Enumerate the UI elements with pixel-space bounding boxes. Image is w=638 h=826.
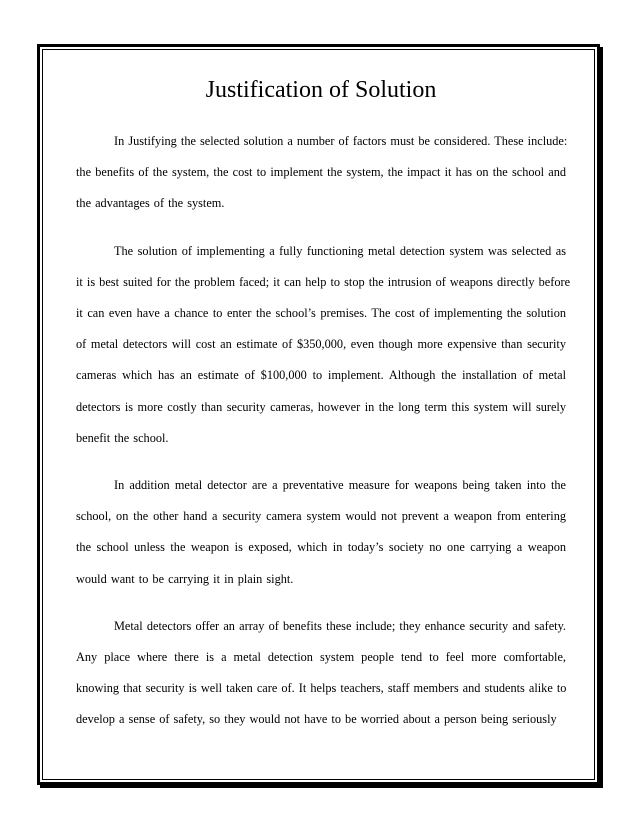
paragraph-line: detectors is more costly than security cameras, however in the long term this system will surely xyxy=(76,399,566,414)
paragraph-line: benefit the school. xyxy=(76,430,169,445)
paragraph-line: of metal detectors will cost an estimate of $350,000, even though more expensive than security xyxy=(76,337,566,352)
paragraph-line: the benefits of the system, the cost to implement the system, the impact it has on the school and xyxy=(76,165,566,180)
paragraph-line: In Justifying the selected solution a number of factors must be considered. These include: xyxy=(114,134,568,148)
paragraph-line: knowing that security is well taken care of. It helps teachers, staff members and students alike to xyxy=(76,681,567,696)
paragraph-4 xyxy=(76,611,566,736)
document-body xyxy=(76,70,571,736)
document-title: Justification of Solution xyxy=(205,77,437,103)
paragraph-line: school, on the other hand a security camera system would not prevent a weapon from entering xyxy=(76,509,566,524)
paragraph-line: Metal detectors offer an array of benefits these include; they enhance security and safety. xyxy=(114,618,566,633)
paragraph-2 xyxy=(76,236,571,454)
paragraph-line: it is best suited for the problem faced; it can help to stop the intrusion of weapons directly before xyxy=(76,274,571,289)
paragraph-line: The solution of implementing a fully functioning metal detection system was selected as xyxy=(114,243,566,258)
paragraph-3 xyxy=(76,470,566,595)
paragraph-line: develop a sense of safety, so they would not have to be worried about a person being seriously xyxy=(76,712,557,727)
paragraph-line: cameras which has an estimate of $100,000 to implement. Although the installation of metal xyxy=(76,368,566,383)
paragraph-line: it can even have a chance to enter the school’s premises. The cost of implementing the solution xyxy=(76,306,566,321)
paragraph-1 xyxy=(76,126,566,220)
paragraph-line: Any place where there is a metal detection system people tend to feel more comfortable, xyxy=(76,650,566,665)
paragraph-line: the advantages of the system. xyxy=(76,196,225,211)
paragraph-line: would want to be carrying it in plain sight. xyxy=(76,571,294,586)
paragraph-line: In addition metal detector are a preventative measure for weapons being taken into the xyxy=(114,478,566,493)
paragraph-line: the school unless the weapon is exposed, which in today’s society no one carrying a weapon xyxy=(76,540,566,555)
